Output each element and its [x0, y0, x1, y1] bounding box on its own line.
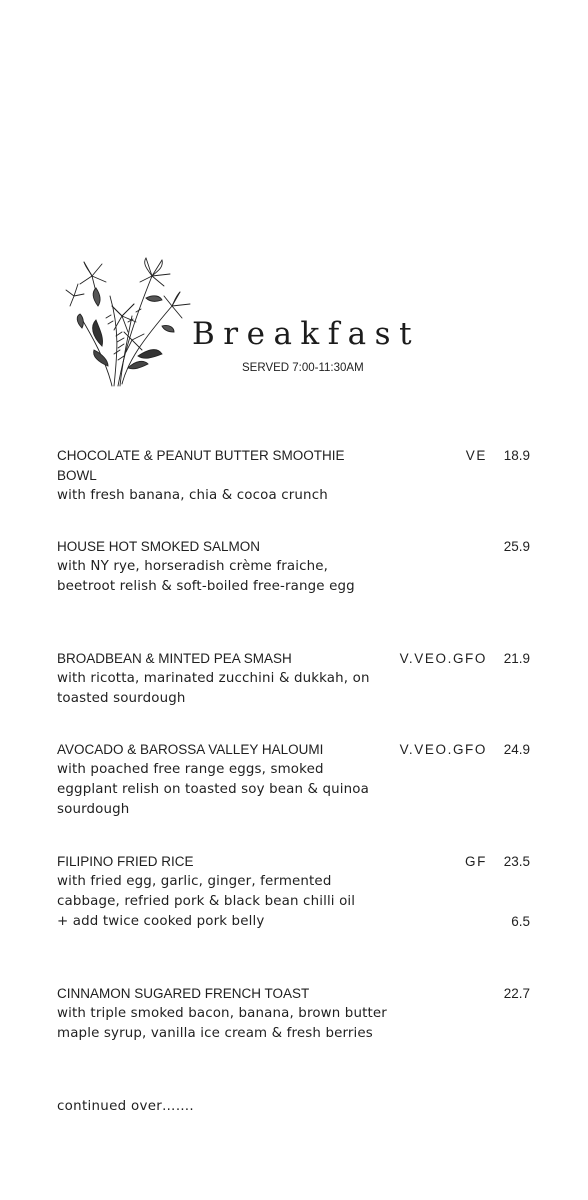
addon-label: + add twice cooked pork belly [57, 914, 265, 929]
item-dietary-tags: V.VEO.GFO [399, 651, 487, 666]
menu-header [0, 0, 588, 420]
menu-item [57, 649, 535, 709]
item-dietary-tags: GF [465, 854, 487, 869]
item-price: 23.5 [503, 854, 530, 869]
menu-item [57, 446, 535, 506]
item-name: CHOCOLATE & PEANUT BUTTER SMOOTHIE BOWL [57, 448, 345, 483]
item-description: with fresh banana, chia & cocoa crunch [57, 488, 328, 503]
item-name: BROADBEAN & MINTED PEA SMASH [57, 651, 292, 666]
menu-item [57, 537, 535, 597]
item-description: with ricotta, marinated zucchini & dukkah, on toasted sourdough [57, 671, 370, 706]
item-price: 21.9 [503, 651, 530, 666]
menu-item [57, 984, 535, 1044]
item-dietary-tags: V.VEO.GFO [399, 742, 487, 757]
item-name: CINNAMON SUGARED FRENCH TOAST [57, 986, 310, 1001]
item-name: HOUSE HOT SMOKED SALMON [57, 539, 261, 554]
addon-price: 6.5 [511, 914, 530, 929]
item-description: with triple smoked bacon, banana, brown butter maple syrup, vanilla ice cream & fresh berries [57, 1006, 387, 1041]
item-price: 18.9 [503, 448, 530, 463]
floral-illustration-icon [62, 236, 202, 396]
item-addon [57, 912, 535, 932]
served-hours: SERVED 7:00-11:30AM [242, 362, 364, 374]
continued-note: continued over……. [57, 1099, 194, 1114]
item-dietary-tags: VE [465, 448, 487, 463]
menu-item [57, 852, 535, 932]
item-price: 25.9 [503, 539, 530, 554]
item-description: with NY rye, horseradish crème fraiche, beetroot relish & soft-boiled free-range egg [57, 559, 355, 594]
item-price: 22.7 [503, 986, 530, 1001]
item-price: 24.9 [503, 742, 530, 757]
menu-title: Breakfast [192, 316, 421, 352]
item-description: with poached free range eggs, smoked eggplant relish on toasted soy bean & quinoa sourdough [57, 762, 370, 817]
item-description: with fried egg, garlic, ginger, fermented cabbage, refried pork & black bean chilli oil [57, 874, 356, 909]
item-name: FILIPINO FRIED RICE [57, 854, 194, 869]
menu-item [57, 740, 535, 820]
item-name: AVOCADO & BAROSSA VALLEY HALOUMI [57, 742, 324, 757]
